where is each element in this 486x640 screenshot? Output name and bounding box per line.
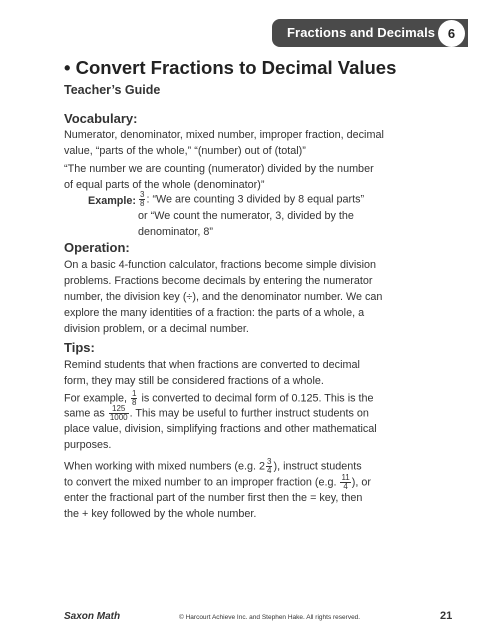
operation-line: explore the many identities of a fraction: the parts of a whole, a xyxy=(64,307,365,319)
footer-publication: Saxon Math xyxy=(64,611,121,622)
example-line: or “We count the numerator, 3, divided by the xyxy=(138,210,354,222)
tips-line: the + key followed by the whole number. xyxy=(64,508,257,520)
vocabulary-line: of equal parts of the whole (denominator)” xyxy=(64,179,265,191)
tips-line: same as $\frac{125}{1000}$ . This may be useful to further instruct students on xyxy=(64,404,369,422)
page-subtitle: Teacher’s Guide xyxy=(64,83,161,97)
tips-line: place value, division, simplifying fractions and other mathematical xyxy=(64,423,377,435)
example-line: $\frac{3}{8}$ : “We are counting 3 divided by 8 equal parts” xyxy=(140,190,365,208)
example-label: Example: xyxy=(88,195,137,207)
tips-line: For example, $\frac{1}{8}$ is converted to decimal form of 0.125. This is the xyxy=(64,389,374,407)
fraction: $\frac{1}{8}$ xyxy=(132,389,137,407)
vocabulary-line: “The number we are counting (numerator) divided by the number xyxy=(64,163,374,175)
fraction: $\frac{11}{4}$ xyxy=(341,473,350,491)
chapter-badge: 6 xyxy=(438,20,465,47)
operation-line: On a basic 4-function calculator, fractions become simple division xyxy=(64,259,377,271)
tips-line: purposes. xyxy=(64,439,112,451)
tips-line: Remind students that when fractions are converted to decimal xyxy=(64,359,360,371)
tips-heading: Tips: xyxy=(64,340,95,355)
operation-heading: Operation: xyxy=(64,240,130,255)
page-number: 21 xyxy=(440,610,453,622)
tips-line: form, they may still be considered fractions of a whole. xyxy=(64,375,324,387)
vocabulary-heading: Vocabulary: xyxy=(64,111,138,126)
operation-line: number, the division key (÷), and the denominator number. We can xyxy=(64,291,383,303)
vocabulary-line: value, “parts of the whole,” “(number) out of (total)” xyxy=(64,145,306,157)
page-title: • Convert Fractions to Decimal Values xyxy=(64,57,397,78)
header-title: Fractions and Decimals xyxy=(287,25,436,40)
fraction: $\frac{3}{8}$ xyxy=(140,190,145,208)
tips-line: to convert the mixed number to an improper fraction (e.g. $\frac{11}{4}$ ), or xyxy=(64,473,371,491)
tips-line: When working with mixed numbers (e.g. 2 $\frac{3}{4}$ ), instruct students xyxy=(64,457,362,475)
vocabulary-line: Numerator, denominator, mixed number, improper fraction, decimal xyxy=(64,129,384,141)
tips-line: enter the fractional part of the number first then the = key, then xyxy=(64,492,363,504)
fraction: $\frac{3}{4}$ xyxy=(267,457,272,475)
footer-copyright: © Harcourt Achieve Inc. and Stephen Hake. All rights reserved. xyxy=(179,614,361,621)
fraction: $\frac{125}{1000}$ xyxy=(109,404,128,422)
operation-line: problems. Fractions become decimals by entering the numerator xyxy=(64,275,373,287)
operation-line: division problem, or a decimal number. xyxy=(64,323,249,335)
example-line: denominator, 8” xyxy=(138,226,214,238)
